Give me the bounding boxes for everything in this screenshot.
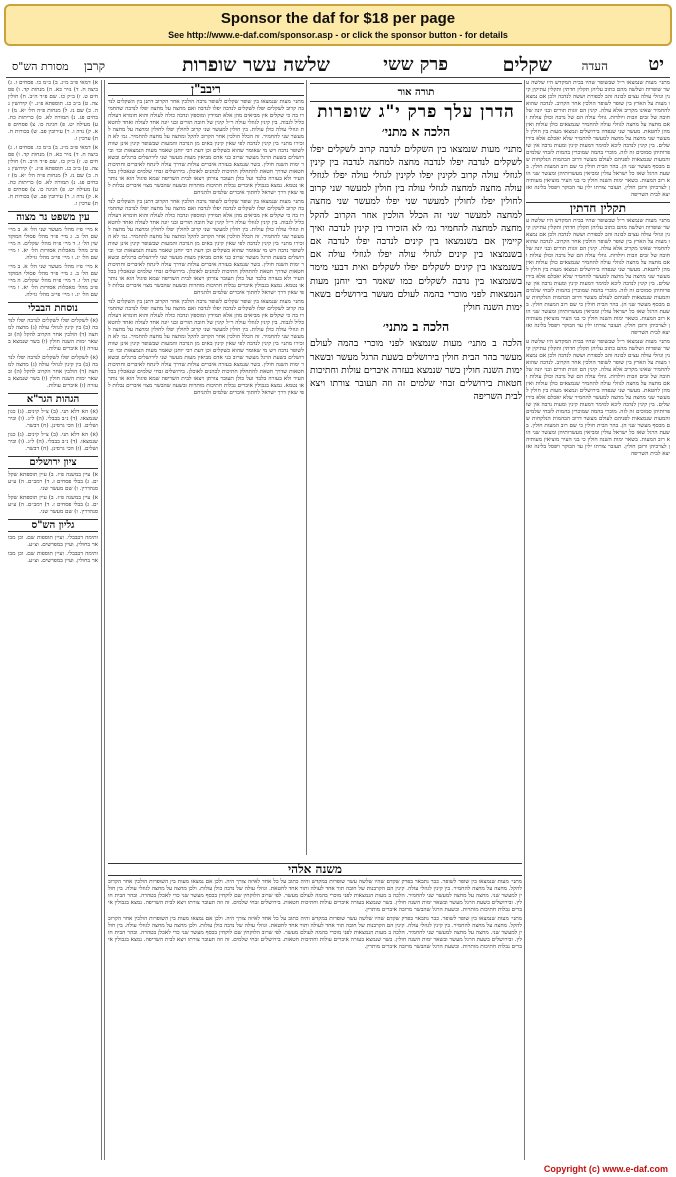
nusach-title: נוסחת הבבלי xyxy=(8,302,98,315)
daf-number: יט xyxy=(648,54,664,75)
column-divider xyxy=(306,80,307,855)
masores-text: א) דמאי פ״ב מ״ג. ב) ב״מ כו. פסחים ז. ג) ביצה ח. ד) נזיר כא. ה) מנחות קד. ו) פסחים ט. ז) ב״ק כז. שם פ״ד ה״ב. ח) חולין צה. ט) ב״ב כג. תוספתא פ״ג. י) קידושין נה. כ) שם נז. ל) מנחות פ״ה הל׳ יא. מ) זבחים פג. נ) תמורה לא. ס) כריתות כח. ע) מעילה יט. פ) חגיגה כו. צ) פסחים פא. ק) נדה ו. ר) עירובין פב. ש) בכורות ח. ת) ערכין ו. xyxy=(8,80,98,142)
tziyun-text-cont: א) עיין במשנה פ״ז. ב) עיין תוספתא שקלים. ג) בבלי פסחים ז. ד) רמב״ם. ה) ע״ע סנהדרין. ו) שם מעשר שני. xyxy=(8,495,98,515)
tractate-title: שקלים xyxy=(502,54,552,76)
tziyun-title: ציון ירושלים xyxy=(8,456,98,469)
mishnah-commentary-bottom xyxy=(108,860,522,1160)
column-divider xyxy=(104,80,105,1160)
hadran-title: הדרן עלך פרק י"ג שופרות xyxy=(317,102,515,123)
masores-text-cont: א) דמאי פ״ב מ״ג. ב) ב״מ כו. פסחים ז. ג) ביצה ח. ד) נזיר כא. ה) מנחות קד. ו) פסחים ט. ז) ב״ק כז. שם פ״ד ה״ב. ח) חולין צה. ט) ב״ב כג. תוספתא פ״ג. י) קידושין נה. כ) שם נז. ל) מנחות פ״ה הל׳ יא. מ) זבחים פג. נ) תמורה לא. ס) כריתות כח. ע) מעילה יט. פ) חגיגה כו. צ) פסחים פא. ק) נדה ו. ר) עירובין פב. ש) בכורות ח. ת) ערכין ו. xyxy=(8,145,98,207)
main-text-b: הלכה ב מתני׳ מעות שנמצאו לפני מוכרי בהמה לעולם מעשר בהר הבית חולין בירושלים בשעת הרגל מעשר ובשאר ימות השנה חולין בשר שנמצא בעזרה איברים עולות וחתיכות חטאות בירושלים זבחי שלמים זה וזה תעובר צורתו ויצא לבית השריפה xyxy=(310,338,522,403)
nusach-text: (א) לשקלים יפלו לשקלים לנדבה יפלו לנדבה (ב) בין קינין לגוזלי עולה (ג) מחצה למחצה (ד) הולכין אחר הקרוב להקל (ה) ובשאר ימות השנה חולין (ו) בשר שנמצא בעזרה (ז) איברים עולות. xyxy=(8,318,98,352)
masores-hashas-label: מסורת הש"ס xyxy=(12,60,69,73)
gilyon-title: גליון הש"ס xyxy=(8,519,98,532)
nusach-text-cont: (א) לשקלים יפלו לשקלים לנדבה יפלו לנדבה (ב) בין קינין לגוזלי עולה (ג) מחצה למחצה (ד) הולכין אחר הקרוב להקל (ה) ובשאר ימות השנה חולין (ו) בשר שנמצא בעזרה (ז) איברים עולות. xyxy=(8,355,98,389)
sponsor-banner[interactable] xyxy=(4,4,672,46)
main-text: מתני׳ מעות שנמצאו בין השקלים לנדבה קרוב לשקלים יפלו לשקלים לנדבה יפלו לנדבה מחצה למחצה לנדבה בין קינין לגוזלי עולה קרוב לקינין יפלו לקינין לגוזלי עולה יפלו לגוזלי עולה מחצה למחצה לגוזלי עולה בין חולין למעשר שני קרוב לחולין יפלו לחולין למעשר שני יפלו למעשר שני מחצה למחצה למעשר שני זה הכלל הולכין אחר הקרוב להקל מחצה למחצה להחמיר גמ׳ לא הזכירו בין קינין לנדבה ואיך קיימין אם בשנמצאו בין קינים לנדבה יפלו לנדבה אם בשנמצאו בין קינים לגוזלי עולה יפלו לגוזלי עולה אם בשנמצאו בין קינים לשקלים יפלו לשקלים ואית דבעי מימר בשנמצאו בין נדבה לשקלים כמו שאמר רבי יוחנן מעות הנמצאות לפני מוכרי בהמה לעולם מעשר בירושלים בשאר ימות השנה חולין xyxy=(310,143,522,314)
main-text-column xyxy=(310,80,522,920)
rivevan-text-cont2: מתני׳ מעות שנמצאו בין שופר שקלים לשופר נדבה הולכין אחר הקרוב דתנן בין השקלים לנדבה קרוב לשקלים יפלו לשקלים לנדבה יפלו לנדבה ואם מחצה על מחצה יפלו לנדבה שהחמירו בה כי שקלים אין מביאים מהן אלא תמידין ומוספין ונדבה כולה לעולה והוא חומרא דעולה כליל לגבוה. בין קינין לגוזלי עולה ר״ל קינין של חובה תורים ובני יונה אחד לעולה ואחד לחטאת וגוזלי עולה כולן עולות. בין חולין למעשר שני קרוב לחולין יפלו לחולין ומחצה על מחצה למעשר שני להחמיר. זה הכלל הולכין אחר הקרוב להקל ומחצה על מחצה להחמיר. גמ׳ לא הזכירו מתני׳ בין קינין לנדבה לפי שאין קינין באים מן הנדבה והמעות שבשופר קינין אינן שוות לשופר נדבה ויש מי שאומר שהוא כשקלים וכן דעת רבי יוחנן שאמר מעות הנמצאות וכו׳ ובירושלים בשעת הרגל מעשר שרוב בני אדם מביאין מעות מעשר שני לירושלים ברגלים ובשאר ימות השנה חולין. בשר שנמצא בעזרה איברים עולות שדרך עולה לינתח לאיברים וחתיכות חטאות שדרך חטאת להתחלק חתיכות לכהנים לאוכלן. בירושלים זבחי שלמים שנאכלין בכל העיר ולא בעזרה בלבד ועל כולן תעובר צורתן ויצאו לבית השריפה שמא פיגול הוא או נותר או נטמא. נמצא בגבולין איברים נבלות חתיכות מותרות ובשעה שהבשר מצוי איברים נבלות לפי שאין דרך ישראל לחתוך איברים שלמים ולהניחם xyxy=(108,299,304,396)
commentary-right-column xyxy=(526,80,670,1160)
mishnah-eloha-text: מתני׳ מעות שנמצאו בין שופר לשופר. כבר נתבאר בפרק שקדם שהיו שלשה עשר שופרות במקדש והיה כתוב על כל אחד לאיזה צורך היה. ולכן אם נמצאו מעות בין השופרות הולכין אחר הקרוב להקל. מחצה על מחצה להחמיר. בין קינין לגוזלי עולה. קינין הם הקרבנות של חובה תור אחד לעולה ותור אחד לחטאת. וגוזלי עולה של נדבה כולן עולות. ולכן מחצה על מחצה לגוזלי עולה. בין חולין למעשר שני. מחצה על מחצה למעשר שני להחמיר. הלכה ב מעות הנמצאות לפני מוכרי בהמה לעולם מעשר. לפי שרוב הלוקחין שם לוקחין בכסף מעשר שני כדי לאכלן בטהרה. ובהר הבית חולין. ובירושלים בשעת הרגל מעשר ובשאר ימות השנה חולין. בשר שנמצא בעזרה איברים עולות וחתיכות חטאות. בירושלים זבחי שלמים. זה וזה תעובר צורתו ויצא לבית השריפה. נמצא בגבולין איברים נבלות חתיכות מותרות. ובשעת הרגל שהבשר מרובה איברים מותרין. xyxy=(108,879,522,913)
halacha-a-title: הלכה א מתני׳ xyxy=(381,124,451,140)
copyright-link[interactable]: Copyright (c) www.e-daf.com xyxy=(543,1164,668,1174)
tiklin-title: תקלין חדתין xyxy=(526,202,670,215)
rivevan-text: מתני׳ מעות שנמצאו בין שופר שקלים לשופר נדבה הולכין אחר הקרוב דתנן בין השקלים לנדבה קרוב לשקלים יפלו לשקלים לנדבה יפלו לנדבה ואם מחצה על מחצה יפלו לנדבה שהחמירו בה כי שקלים אין מביאים מהן אלא תמידין ומוספין ונדבה כולה לעולה והוא חומרא דעולה כליל לגבוה. בין קינין לגוזלי עולה ר״ל קינין של חובה תורים ובני יונה אחד לעולה ואחד לחטאת וגוזלי עולה כולן עולות. בין חולין למעשר שני קרוב לחולין יפלו לחולין ומחצה על מחצה למעשר שני להחמיר. זה הכלל הולכין אחר הקרוב להקל ומחצה על מחצה להחמיר. גמ׳ לא הזכירו מתני׳ בין קינין לנדבה לפי שאין קינין באים מן הנדבה והמעות שבשופר קינין אינן שוות לשופר נדבה ויש מי שאומר שהוא כשקלים וכן דעת רבי יוחנן שאמר מעות הנמצאות וכו׳ ובירושלים בשעת הרגל מעשר שרוב בני אדם מביאין מעות מעשר שני לירושלים ברגלים ובשאר ימות השנה חולין. בשר שנמצא בעזרה איברים עולות שדרך עולה לינתח לאיברים וחתיכות חטאות שדרך חטאת להתחלק חתיכות לכהנים לאוכלן. בירושלים זבחי שלמים שנאכלין בכל העיר ולא בעזרה בלבד ועל כולן תעובר צורתן ויצאו לבית השריפה שמא פיגול הוא או נותר או נטמא. נמצא בגבולין איברים נבלות חתיכות מותרות ובשעה שהבשר מצוי איברים נבלות לפי שאין דרך ישראל לחתוך איברים שלמים ולהניחם xyxy=(108,99,304,196)
gilyon-text: ותימה דבבבלי. ועיין תוספות שם. וכן מבואר בחולין. ועיין במפרשים. וצ״ע. xyxy=(8,535,98,548)
sponsor-link-text[interactable]: See http://www.e-daf.com/sponsor.asp - or click the sponsor button - for details xyxy=(168,30,508,40)
ein-mishpat-text-cont: א מיי׳ פ״ז מהל׳ מעשר שני הל׳ א. ב מיי׳ שם הל׳ ב. ג מיי׳ פ״ד מהל׳ פסולי המוקדשין הל׳ ו. ד מיי׳ פ״ח מהל׳ שקלים. ה מיי׳ פ״ב מהל׳ מאכלות אסורות הל׳ יא. ו מיי׳ שם הל׳ יג. ז מיי׳ פי״ב מהל׳ גזילה. xyxy=(8,264,98,298)
hagahot-text: (א) הא דלא תני. (ב) צ״ל קינים. (ג) כגון שנמצאו. (ד) נ״ב בבבלי. (ה) ל״ג. (ו) ובירושלים. (ז) הכי גרסינן. (ח) דבשר. xyxy=(8,409,98,429)
ein-mishpat-text: א מיי׳ פ״ז מהל׳ מעשר שני הל׳ א. ב מיי׳ שם הל׳ ב. ג מיי׳ פ״ד מהל׳ פסולי המוקדשין הל׳ ו. ד מיי׳ פ״ח מהל׳ שקלים. ה מיי׳ פ״ב מהל׳ מאכלות אסורות הל׳ יא. ו מיי׳ שם הל׳ יג. ז מיי׳ פי״ב מהל׳ גזילה. xyxy=(8,227,98,261)
sponsor-title[interactable]: Sponsor the daf for $18 per page xyxy=(220,10,456,27)
right-commentary-text-cont: מתני׳ מעות שנמצאו ר״ל שבשופר שהיו בבית המקדש היו שלשה עשר שופרות ושלשה מהם כתוב עליהן תקלין חדתין ותקלין עתיקין קינין וגוזלי עולה עצים לבונה זהב לכפורת וששה לנדבה ולכן אם נמצאו מעות על הארץ בין שופר לשופר הולכין אחר הקרוב. לנדבה שהוא להחמיר שאינו מקריב אלא עולה. קינין הם זוגות תורים ובני יונה של חובה של זבים וזבות ויולדות. גוזלי עולה הם של נדבה וכולן עולות ואם מחצה על מחצה לגוזלי עולה להחמיר שנמצאים כולן עולות ואין מהן לחטאת. מעשר שני שנפדה בירושלים ונמצאו מעות בין חולין למעשר שני מחצה על מחצה למעשר להחמיר שלא יאכלם אלא בירושלים. בין קינין לנדבה ליכא למימר דמעות קינין ומעות נדבה אין שופרותיהן סמוכים זה לזה. מוכרי בהמה שמוכרין בהמות לזבחי שלמים והמעות שנמצאות לפניהם לעולם מעשר דרוב הבהמות הנלקחות שם מכסף מעשר שני הן. בהר הבית חולין כי שם רוב המעות חולין. בשעת הרגל שאז כל ישראל עולין ומביאין מעשרותיהן ומעשר שני הוא רוב המעות. בשאר ימות השנה חולין כי בני העיר מוציאין מעותיהן לצרכיהן ורובן חולין. תעובר צורתו ילין עד הבוקר ויפסל בלינה ואז יצא לבית השריפה xyxy=(526,218,670,336)
left-margin-notes xyxy=(8,80,102,1160)
hagahot-text-cont: (א) הא דלא תני. (ב) צ״ל קינים. (ג) כגון שנמצאו. (ד) נ״ב בבבלי. (ה) ל״ג. (ו) ובירושלים. (ז) הכי גרסינן. (ח) דבשר. xyxy=(8,432,98,452)
page-header xyxy=(6,52,670,78)
column-divider xyxy=(524,80,525,1160)
hagahot-title: הגהות הגר"א xyxy=(8,393,98,406)
halacha-b-title: הלכה ב מתני׳ xyxy=(382,319,450,335)
right-commentary-text: מתני׳ מעות שנמצאו ר״ל שבשופר שהיו בבית המקדש היו שלשה עשר שופרות ושלשה מהם כתוב עליהן תקלין חדתין ותקלין עתיקין קינין וגוזלי עולה עצים לבונה זהב לכפורת וששה לנדבה ולכן אם נמצאו מעות על הארץ בין שופר לשופר הולכין אחר הקרוב. לנדבה שהוא להחמיר שאינו מקריב אלא עולה. קינין הם זוגות תורים ובני יונה של חובה של זבים וזבות ויולדות. גוזלי עולה הם של נדבה וכולן עולות ואם מחצה על מחצה לגוזלי עולה להחמיר שנמצאים כולן עולות ואין מהן לחטאת. מעשר שני שנפדה בירושלים ונמצאו מעות בין חולין למעשר שני מחצה על מחצה למעשר להחמיר שלא יאכלם אלא בירושלים. בין קינין לנדבה ליכא למימר דמעות קינין ומעות נדבה אין שופרותיהן סמוכים זה לזה. מוכרי בהמה שמוכרין בהמות לזבחי שלמים והמעות שנמצאות לפניהם לעולם מעשר דרוב הבהמות הנלקחות שם מכסף מעשר שני הן. בהר הבית חולין כי שם רוב המעות חולין. בשעת הרגל שאז כל ישראל עולין ומביאין מעשרותיהן ומעשר שני הוא רוב המעות. בשאר ימות השנה חולין כי בני העיר מוציאין מעותיהן לצרכיהן ורובן חולין. תעובר צורתו ילין עד הבוקר ויפסל בלינה ואז יצא לבית השריפה xyxy=(526,80,670,198)
chapter-number: פרק ששי xyxy=(383,54,448,75)
mishnah-eloha-title: משנה אלהי xyxy=(108,863,522,876)
mishnah-eloha-text-cont: מתני׳ מעות שנמצאו בין שופר לשופר. כבר נתבאר בפרק שקדם שהיו שלשה עשר שופרות במקדש והיה כתוב על כל אחד לאיזה צורך היה. ולכן אם נמצאו מעות בין השופרות הולכין אחר הקרוב להקל. מחצה על מחצה להחמיר. בין קינין לגוזלי עולה. קינין הם הקרבנות של חובה תור אחד לעולה ותור אחד לחטאת. וגוזלי עולה של נדבה כולן עולות. ולכן מחצה על מחצה לגוזלי עולה. בין חולין למעשר שני. מחצה על מחצה למעשר שני להחמיר. הלכה ב מעות הנמצאות לפני מוכרי בהמה לעולם מעשר. לפי שרוב הלוקחין שם לוקחין בכסף מעשר שני כדי לאכלן בטהרה. ובהר הבית חולין. ובירושלים בשעת הרגל מעשר ובשאר ימות השנה חולין. בשר שנמצא בעזרה איברים עולות וחתיכות חטאות. בירושלים זבחי שלמים. זה וזה תעובר צורתו ויצא לבית השריפה. נמצא בגבולין איברים נבלות חתיכות מותרות. ובשעת הרגל שהבשר מרובה איברים מותרין. xyxy=(108,916,522,950)
ein-mishpat-title: עין משפט נר מצוה xyxy=(8,211,98,224)
torah-or-title: תורה אור xyxy=(310,83,522,102)
chapter-title: שלשה עשר שופרות xyxy=(182,54,330,76)
rivevan-text-cont: מתני׳ מעות שנמצאו בין שופר שקלים לשופר נדבה הולכין אחר הקרוב דתנן בין השקלים לנדבה קרוב לשקלים יפלו לשקלים לנדבה יפלו לנדבה ואם מחצה על מחצה יפלו לנדבה שהחמירו בה כי שקלים אין מביאים מהן אלא תמידין ומוספין ונדבה כולה לעולה והוא חומרא דעולה כליל לגבוה. בין קינין לגוזלי עולה ר״ל קינין של חובה תורים ובני יונה אחד לעולה ואחד לחטאת וגוזלי עולה כולן עולות. בין חולין למעשר שני קרוב לחולין יפלו לחולין ומחצה על מחצה למעשר שני להחמיר. זה הכלל הולכין אחר הקרוב להקל ומחצה על מחצה להחמיר. גמ׳ לא הזכירו מתני׳ בין קינין לנדבה לפי שאין קינין באים מן הנדבה והמעות שבשופר קינין אינן שוות לשופר נדבה ויש מי שאומר שהוא כשקלים וכן דעת רבי יוחנן שאמר מעות הנמצאות וכו׳ ובירושלים בשעת הרגל מעשר שרוב בני אדם מביאין מעות מעשר שני לירושלים ברגלים ובשאר ימות השנה חולין. בשר שנמצא בעזרה איברים עולות שדרך עולה לינתח לאיברים וחתיכות חטאות שדרך חטאת להתחלק חתיכות לכהנים לאוכלן. בירושלים זבחי שלמים שנאכלין בכל העיר ולא בעזרה בלבד ועל כולן תעובר צורתן ויצאו לבית השריפה שמא פיגול הוא או נותר או נטמא. נמצא בגבולין איברים נבלות חתיכות מותרות ובשעה שהבשר מצוי איברים נבלות לפי שאין דרך ישראל לחתוך איברים שלמים ולהניחם xyxy=(108,199,304,296)
tziyun-text: א) עיין במשנה פ״ז. ב) עיין תוספתא שקלים. ג) בבלי פסחים ז. ד) רמב״ם. ה) ע״ע סנהדרין. ו) שם מעשר שני. xyxy=(8,472,98,492)
rivevan-title: ריבב"ן xyxy=(108,83,304,96)
right-commentary-text-cont2: מתני׳ מעות שנמצאו ר״ל שבשופר שהיו בבית המקדש היו שלשה עשר שופרות ושלשה מהם כתוב עליהן תקלין חדתין ותקלין עתיקין קינין וגוזלי עולה עצים לבונה זהב לכפורת וששה לנדבה ולכן אם נמצאו מעות על הארץ בין שופר לשופר הולכין אחר הקרוב. לנדבה שהוא להחמיר שאינו מקריב אלא עולה. קינין הם זוגות תורים ובני יונה של חובה של זבים וזבות ויולדות. גוזלי עולה הם של נדבה וכולן עולות ואם מחצה על מחצה לגוזלי עולה להחמיר שנמצאים כולן עולות ואין מהן לחטאת. מעשר שני שנפדה בירושלים ונמצאו מעות בין חולין למעשר שני מחצה על מחצה למעשר להחמיר שלא יאכלם אלא בירושלים. בין קינין לנדבה ליכא למימר דמעות קינין ומעות נדבה אין שופרותיהן סמוכים זה לזה. מוכרי בהמה שמוכרין בהמות לזבחי שלמים והמעות שנמצאות לפניהם לעולם מעשר דרוב הבהמות הנלקחות שם מכסף מעשר שני הן. בהר הבית חולין כי שם רוב המעות חולין. בשעת הרגל שאז כל ישראל עולין ומביאין מעשרותיהן ומעשר שני הוא רוב המעות. בשאר ימות השנה חולין כי בני העיר מוציאין מעותיהן לצרכיהן ורובן חולין. תעובר צורתו ילין עד הבוקר ויפסל בלינה ואז יצא לבית השריפה xyxy=(526,339,670,457)
gilyon-text-cont: ותימה דבבבלי. ועיין תוספות שם. וכן מבואר בחולין. ועיין במפרשים. וצ״ע. xyxy=(8,551,98,564)
commentary-name-korban: קרבן xyxy=(83,59,105,73)
commentary-name: העדה xyxy=(581,59,608,73)
